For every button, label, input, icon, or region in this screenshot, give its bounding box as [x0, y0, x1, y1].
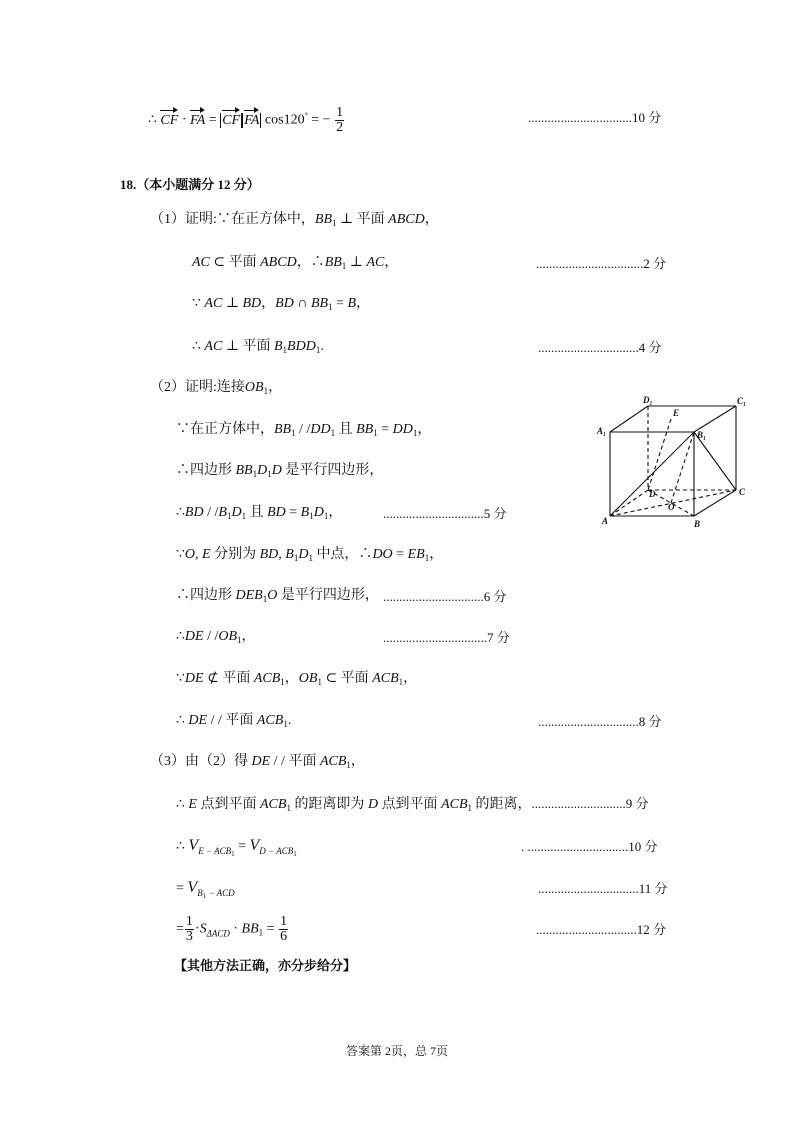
score-5: ...............................5 分 — [383, 506, 507, 521]
math: V — [188, 837, 199, 854]
subscript: 1 — [315, 345, 321, 355]
math: D — [313, 505, 324, 520]
p3-line1 — [150, 752, 365, 775]
text: ∩ — [293, 296, 311, 311]
p2-line1 — [150, 378, 282, 401]
p2-line6 — [176, 586, 379, 609]
text: ， — [356, 296, 371, 311]
text: ⊥ — [222, 296, 243, 311]
math: BB — [356, 422, 374, 437]
text: 中点，∴ — [312, 547, 373, 562]
math: O, E — [184, 547, 211, 562]
text: 的距离即为 — [290, 797, 368, 812]
math: ACB — [256, 713, 284, 728]
p2-line8 — [176, 669, 417, 692]
text: = — [392, 547, 408, 562]
math: O — [267, 588, 278, 603]
text: ∴ — [176, 505, 185, 520]
therefore-symbol: ∴ — [148, 112, 157, 128]
text: ， — [424, 212, 439, 227]
math: ACB — [372, 671, 399, 686]
math: B — [347, 296, 357, 311]
text: 且 — [335, 422, 357, 437]
subscript: 1 — [346, 760, 351, 770]
subscript: 1 — [332, 218, 337, 228]
page-footer: 答案第 2页，总 7页 — [345, 1044, 448, 1058]
p2-line2 — [176, 420, 431, 443]
vector-cf: CF — [160, 111, 178, 131]
vector-fa: FA — [190, 111, 205, 131]
math: BDD — [287, 339, 316, 354]
subscript: 1 — [293, 850, 297, 858]
math: D — [271, 463, 282, 478]
text: 分别为 — [210, 547, 260, 562]
math: BB — [235, 463, 253, 478]
math: BB — [314, 212, 332, 227]
text: . — [320, 339, 324, 354]
label-c1: C₁ — [737, 396, 747, 406]
frac-num: 1 — [336, 105, 344, 120]
math: D — [231, 505, 242, 520]
text: ⊥ — [346, 255, 367, 270]
text: . — [287, 713, 292, 728]
math: BD, B — [259, 547, 294, 562]
math: ACB — [253, 671, 281, 686]
text: 且 — [246, 505, 268, 520]
math: D — [257, 463, 268, 478]
math: ACB — [441, 797, 468, 812]
subscript: 1 — [231, 850, 235, 858]
text: ∴ — [176, 797, 189, 812]
text: ， — [350, 754, 365, 769]
p3-line5 — [176, 915, 289, 948]
frac-den: 6 — [280, 929, 288, 944]
text: · — [194, 921, 200, 937]
text: ∵在正方体中， — [176, 422, 274, 437]
hidden-ob1 — [671, 432, 694, 503]
text: ∴ — [176, 713, 189, 728]
text: = — [176, 881, 188, 896]
math: DO — [372, 547, 393, 562]
cube-figure — [596, 394, 756, 534]
subscript: 1 — [237, 635, 242, 645]
text: ， — [384, 255, 399, 270]
math: ABCD — [260, 255, 297, 270]
subscript: E − ACB — [198, 846, 232, 856]
score-10: . ...............................10 分 — [521, 839, 658, 854]
p2-line4 — [176, 503, 342, 526]
math: DD — [392, 422, 413, 437]
text: ， — [241, 629, 256, 644]
math: BB — [310, 296, 329, 311]
question-header: 18.（本小题满分 12 分） — [120, 177, 260, 192]
text: （1）证明:∵在正方体中， — [150, 212, 315, 227]
text: ⊂ 平面 — [321, 671, 373, 686]
math: BD — [267, 505, 286, 520]
math: E — [188, 797, 197, 812]
subscript: 1 — [328, 302, 333, 312]
p3-line4 — [176, 878, 235, 906]
label-a: A — [602, 516, 609, 526]
math: D — [298, 547, 309, 562]
text: / / 平面 — [207, 713, 257, 728]
abs-cf — [220, 113, 242, 128]
subscript: 1 — [308, 553, 313, 563]
text: 点到平面 — [196, 797, 260, 812]
score-8: ...............................8 分 — [538, 714, 662, 729]
abs-cf-text: CF — [222, 111, 240, 131]
p2-line7 — [176, 627, 256, 650]
p1-line3 — [192, 294, 370, 317]
text: ∴四边形 — [176, 588, 236, 603]
text: = — [176, 921, 184, 937]
text: ∴ — [176, 629, 185, 644]
text: ⊄ 平面 — [203, 671, 254, 686]
subscript: 1 — [286, 803, 291, 813]
label-b1: B₁ — [697, 430, 707, 440]
edge-b1c — [694, 432, 736, 490]
text: 是平行四边形， — [281, 463, 384, 478]
score-prev: ................................10 分 — [528, 110, 662, 125]
subscript: 1 — [291, 428, 296, 438]
math: BB — [324, 255, 342, 270]
subscript: 1 — [323, 511, 329, 521]
text: ∴ — [192, 339, 205, 354]
p1-line4 — [192, 337, 324, 360]
subscript: 1 — [241, 511, 247, 521]
text: ∴四边形 — [176, 463, 236, 478]
text: ∵ — [176, 671, 185, 686]
math: ACB — [319, 754, 347, 769]
text: = — [332, 296, 348, 311]
subscript: 1 — [252, 469, 258, 479]
text: ， — [429, 547, 444, 562]
p1-line2 — [192, 253, 398, 276]
text: ， — [284, 671, 299, 686]
text: （3）由（2）得 — [150, 754, 252, 769]
math: EB — [407, 547, 425, 562]
subscript: 1 — [424, 553, 430, 563]
abs-fa — [242, 113, 261, 128]
score-2: .................................2 分 — [536, 256, 667, 271]
subscript: 1 — [317, 677, 322, 687]
frac-num: 1 — [280, 914, 288, 929]
subscript: D − ACB — [259, 846, 294, 856]
subscript: B — [197, 888, 203, 898]
subscript: 1 — [280, 677, 285, 687]
label-b: B — [694, 519, 701, 529]
label-e: E — [673, 408, 680, 418]
math: ABCD — [388, 212, 425, 227]
math: AC — [204, 339, 223, 354]
hidden-ad — [610, 490, 648, 516]
text: ⊥ 平面 — [222, 339, 274, 354]
text: ， — [328, 505, 343, 520]
frac-den: 2 — [336, 120, 344, 135]
math: ACB — [259, 797, 287, 812]
p2-line9 — [176, 711, 291, 734]
text: ， — [403, 671, 418, 686]
text: = — [377, 422, 393, 437]
p3-line2 — [176, 794, 649, 818]
score-4: ...............................4 分 — [538, 340, 662, 355]
subscript: 1 — [398, 677, 404, 687]
frac-num: 1 — [185, 914, 193, 929]
text: / / — [295, 422, 311, 437]
equals-sign: = — [208, 112, 217, 128]
math: DD — [310, 422, 331, 437]
text: ，∴ — [296, 255, 325, 270]
text: ∵ — [176, 547, 185, 562]
subscript: 1 — [202, 892, 207, 900]
note: 【其他方法正确，亦分步给分】 — [174, 958, 357, 973]
math: OB — [218, 629, 238, 644]
subscript: 1 — [262, 594, 268, 604]
score-11: ...............................11 分 — [538, 881, 668, 896]
prev-equation — [148, 106, 345, 135]
p1-line1 — [150, 210, 439, 233]
fraction-sixth — [279, 915, 288, 944]
subscript: 1 — [283, 719, 288, 729]
math: DE — [184, 629, 204, 644]
text: ∵ — [192, 296, 205, 311]
subscript: 1 — [309, 511, 314, 521]
math: OB — [244, 380, 264, 395]
subscript: − ACD — [206, 888, 235, 898]
math: AC — [366, 255, 385, 270]
math: BD — [275, 296, 294, 311]
label-c: C — [739, 487, 746, 497]
text: ∴ — [176, 839, 189, 854]
equals-minus: = − — [311, 112, 331, 128]
text: 是平行四边形， — [277, 588, 379, 603]
text: ， — [261, 296, 276, 311]
p2-line5 — [176, 545, 443, 568]
fraction-half — [335, 106, 344, 135]
subscript: 1 — [341, 261, 347, 271]
subscript: 1 — [412, 428, 418, 438]
abs-fa-text: FA — [244, 111, 259, 131]
edge-a1d1 — [610, 406, 648, 432]
subscript: 1 — [267, 469, 272, 479]
math: DE — [184, 671, 204, 686]
score-7: ................................7 分 — [383, 630, 510, 645]
subscript: ΔACD — [206, 928, 230, 939]
text: = — [263, 921, 279, 937]
math: B — [273, 339, 283, 354]
math: BD — [242, 296, 262, 311]
hidden-ed — [648, 419, 671, 490]
subscript: 1 — [226, 511, 232, 521]
p3-line3 — [176, 836, 297, 864]
math: OB — [298, 671, 318, 686]
text: / / 平面 — [270, 754, 320, 769]
math: V — [249, 837, 260, 854]
text: = — [234, 839, 250, 854]
edge-ab1 — [610, 432, 694, 516]
subscript: 1 — [282, 345, 288, 355]
text: 点到平面 — [378, 797, 442, 812]
math: AC — [204, 296, 223, 311]
subscript: 1 — [373, 428, 378, 438]
frac-den: 3 — [185, 929, 193, 944]
math: B — [300, 505, 310, 520]
math: D — [367, 797, 379, 812]
math: BB — [241, 921, 259, 937]
fraction-third — [185, 915, 194, 944]
score-9: .............................9 分 — [531, 796, 649, 811]
math: AC — [192, 255, 210, 270]
text: / / — [203, 505, 219, 520]
subscript: 1 — [263, 386, 269, 396]
label-o: O — [668, 502, 675, 512]
math: BB — [274, 422, 292, 437]
edge-b1c1 — [694, 406, 736, 432]
math: DE — [251, 754, 271, 769]
degree-mark: ° — [304, 111, 308, 121]
text: 的距离， — [472, 797, 532, 812]
score-12: ...............................12 分 — [536, 922, 667, 937]
math: B — [218, 505, 227, 520]
subscript: 1 — [330, 428, 336, 438]
math: DE — [188, 713, 208, 728]
cos-term: cos120 — [264, 112, 305, 128]
text: = — [285, 505, 301, 520]
text: ， — [268, 380, 283, 395]
math: DEB — [235, 588, 263, 603]
text: （2）证明:连接 — [150, 380, 245, 395]
math: V — [187, 879, 198, 896]
p2-line3 — [176, 461, 383, 484]
subscript: 1 — [258, 927, 264, 938]
text: ⊂ 平面 — [209, 255, 261, 270]
subscript: 1 — [293, 553, 299, 563]
score-6: ...............................6 分 — [383, 589, 507, 604]
dot-operator: · — [181, 112, 187, 128]
math: BD — [184, 505, 204, 520]
text: ， — [417, 422, 432, 437]
text: · — [229, 921, 242, 937]
text: / / — [203, 629, 219, 644]
label-d1: D₁ — [643, 395, 653, 405]
subscript: 1 — [467, 803, 473, 813]
label-a1: A₁ — [597, 426, 607, 436]
text: ⊥ 平面 — [336, 212, 389, 227]
math: S — [199, 921, 207, 937]
label-d: D — [649, 489, 656, 499]
